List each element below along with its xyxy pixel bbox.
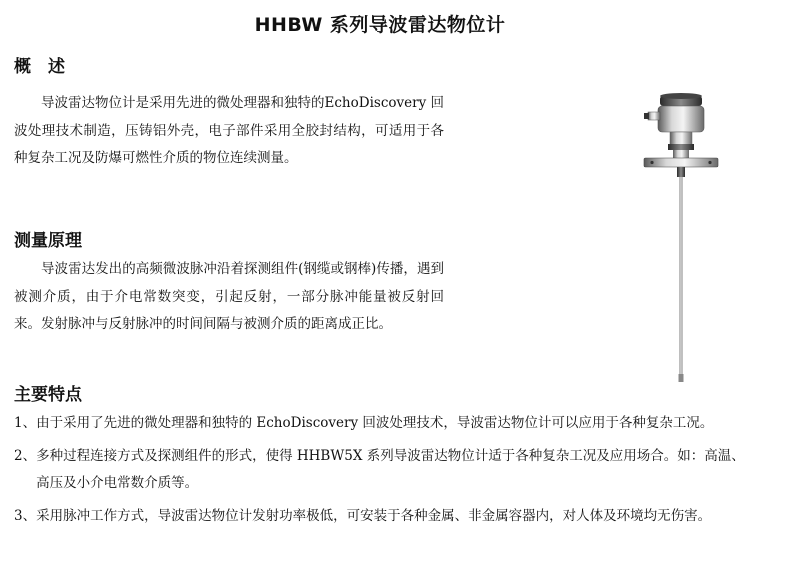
feature-number: 1、: [14, 415, 37, 431]
features-list: [14, 410, 754, 530]
overview-paragraph: [14, 90, 444, 173]
principle-heading: 测量原理: [14, 231, 82, 251]
principle-text: 导波雷达发出的高频微波脉冲沿着探测组件(钢缆或钢棒)传播，遇到被测介质，由于介电常数突变，引起反射，一部分脉冲能量被反射回来。发射脉冲与反射脉冲的时间间隔与被测介质的距离成正比。: [14, 261, 444, 332]
guided-wave-radar-level-meter-icon: [630, 88, 740, 388]
feature-item: [14, 410, 754, 437]
feature-text: 采用脉冲工作方式，导波雷达物位计发射功率极低，可安装于各种金属、非金属容器内，对人体及环境均无伤害。: [36, 508, 712, 524]
feature-number: 2、: [14, 448, 37, 464]
product-image: [630, 88, 740, 388]
feature-number: 3、: [14, 508, 37, 524]
overview-text: 导波雷达物位计是采用先进的微处理器和独特的EchoDiscovery 回波处理技术制造，压铸铝外壳，电子部件采用全胶封结构，可适用于各种复杂工况及防爆可燃性介质的物位连续测量。: [14, 95, 444, 166]
principle-paragraph: [14, 256, 444, 339]
overview-heading: 概 述: [14, 57, 65, 77]
feature-item: [14, 503, 754, 530]
document-title: HHBW 系列导波雷达物位计: [254, 14, 506, 36]
features-heading: 主要特点: [14, 385, 82, 405]
feature-text: 由于采用了先进的微处理器和独特的 EchoDiscovery 回波处理技术，导波雷达物位计可以应用于各种复杂工况。: [36, 415, 714, 431]
feature-text: 多种过程连接方式及探测组件的形式，使得 HHBW5X 系列导波雷达物位计适于各种复杂工况及应用场合。如：高温、高压及小介电常数介质等。: [36, 448, 745, 491]
feature-item: [14, 443, 754, 497]
